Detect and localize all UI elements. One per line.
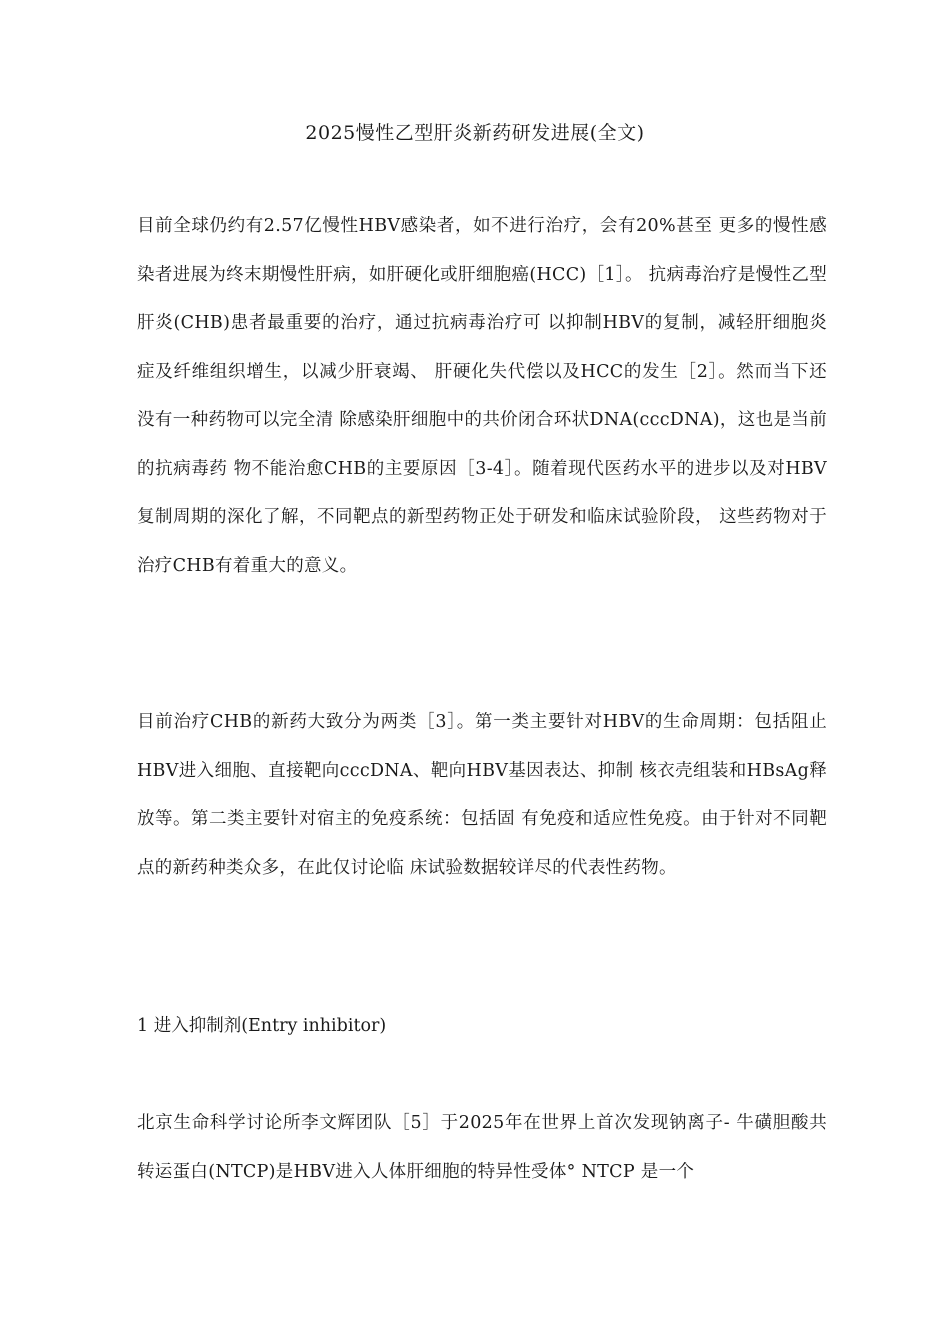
intro-paragraph: 目前全球仍约有2.57亿慢性HBV感染者，如不进行治疗，会有20%甚至 更多的慢性感染者进展为终末期慢性肝病，如肝硬化或肝细胞癌(HCC)［1］。 抗病毒治疗是慢性乙型肝炎(CHB)患者最重要的治疗，通过抗病毒治疗可 以抑制HBV的复制，减轻肝细胞炎症及纤维组织增生，以减少肝衰竭、 肝硬化失代偿以及HCC的发生［2］。然而当下还没有一种药物可以完全清 除感染肝细胞中的共价闭合环状DNA(cccDNA)，这也是当前的抗病毒药 物不能治愈CHB的主要原因［3-4］。随着现代医药水平的进步以及对HBV 复制周期的深化了解，不同靶点的新型药物正处于研发和临床试验阶段， 这些药物对于治疗CHB有着重大的意义。 <box>137 216 827 576</box>
section-paragraph: 北京生命科学讨论所李文辉团队［5］于2025年在世界上首次发现钠离子- 牛磺胆酸共转运蛋白(NTCP)是HBV进入人体肝细胞的特异性受体° NTCP 是一个 <box>137 1113 827 1182</box>
section-heading: 1 进入抑制剂(Entry inhibitor) <box>137 1016 387 1036</box>
classification-paragraph: 目前治疗CHB的新药大致分为两类［3］。第一类主要针对HBV的生命周期：包括阻止HBV进入细胞、直接靶向cccDNA、靶向HBV基因表达、抑制 核衣壳组装和HBsAg释放等。第二类主要针对宿主的免疫系统：包括固 有免疫和适应性免疫。由于针对不同靶点的新药种类众多，在此仅讨论临 床试验数据较详尽的代表性药物。 <box>137 712 827 878</box>
document-title: 2025慢性乙型肝炎新药研发进展(全文) <box>305 122 645 144</box>
